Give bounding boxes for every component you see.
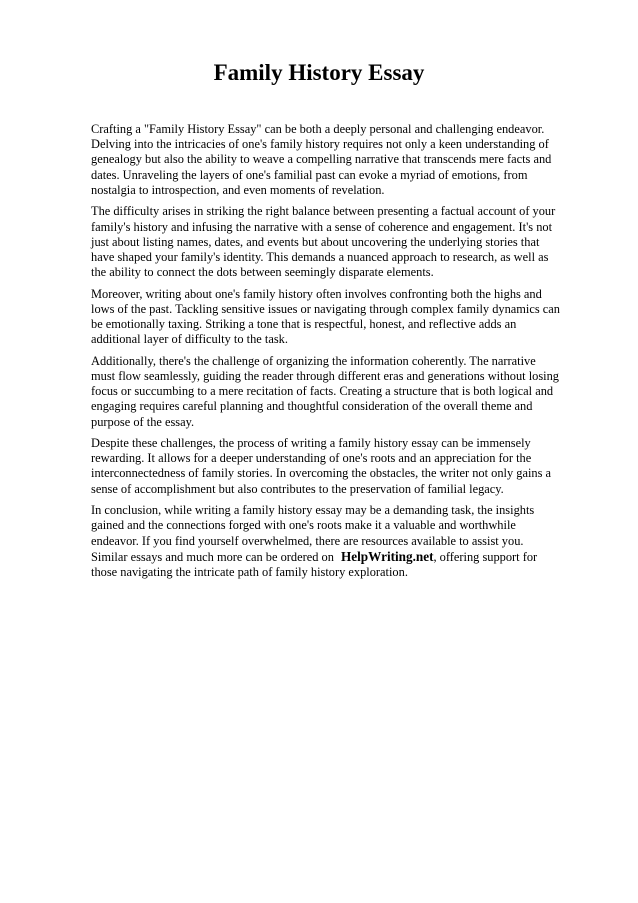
paragraph-4: Additionally, there's the challenge of organizing the information coherently. The narrative must flow seamlessly, guiding the reader through different eras and generations without losing focus or succumbing to a mere recitation of facts. Creating a structure that is both logical and engaging requires careful planning and thoughtful consideration of the overall theme and purpose of the essay. bbox=[91, 353, 559, 429]
paragraph-2: The difficulty arises in striking the right balance between presenting a factual account of your family's history and infusing the narrative with a sense of coherence and engagement. It's not just about listing names, dates, and events but about uncovering the underlying stories that have shaped your family's identity. This demands a nuanced approach to research, as well as the ability to connect the dots between seemingly disparate elements. bbox=[91, 204, 556, 280]
paragraph-3: Moreover, writing about one's family history often involves confronting both the highs and lows of the past. Tackling sensitive issues or navigating through complex family dynamics can be emotionally taxing. Striking a tone that is respectful, honest, and reflective adds an additional layer of difficulty to the task. bbox=[91, 286, 560, 347]
paragraph-1: Crafting a "Family History Essay" can be both a deeply personal and challenging endeavor. Delving into the intricacies of one's family history requires not only a keen understanding of genealogy but also the ability to weave a compelling narrative that transcends mere facts and dates. Unraveling the layers of one's familial past can evoke a myriad of emotions, from nostalgia to introspection, and even moments of revelation. bbox=[91, 122, 552, 197]
conclusion-text-end: , offering support for those navigating the intricate path of family history exploration. bbox=[91, 549, 538, 579]
paragraph-5: Despite these challenges, the process of writing a family history essay can be immensely rewarding. It allows for a deeper understanding of one's roots and an appreciation for the interconnectedness of family stories. In overcoming the obstacles, the writer not only gains a sense of accomplishment but also contributes to the preservation of familial legacy. bbox=[91, 436, 552, 496]
conclusion-text: In conclusion, while writing a family history essay may be a demanding task, the insights gained and the connections forged with one's roots make it a valuable and worthwhile endeavor. If you find yourself overwhelmed, there are resources available to assist you. Similar essays and much more can be ordered on bbox=[91, 503, 535, 564]
essay-body bbox=[91, 122, 561, 586]
helpwriting-link[interactable]: HelpWriting.net bbox=[341, 548, 434, 564]
paragraph-conclusion bbox=[91, 503, 561, 580]
document-title: Family History Essay bbox=[213, 60, 425, 85]
